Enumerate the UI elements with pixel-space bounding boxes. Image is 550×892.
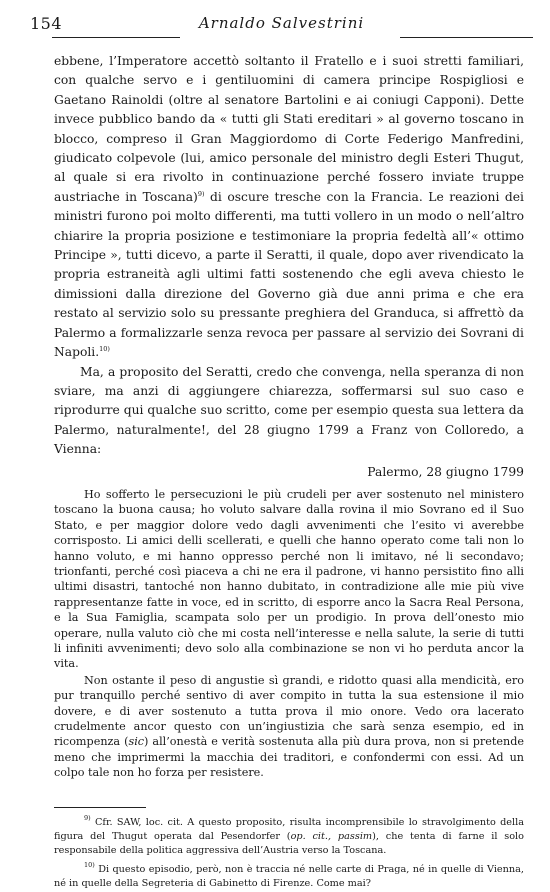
paragraph-text: di oscure tresche con la Francia. Le reazioni dei ministri furono poi molto differenti, ma tutti vollero in un modo o nell’altro chiarire la propria posizione e testimoniare la propria fedeltà all’« ottimo Principe », tutti dicevo, a parte il Seratti, il quale, dopo aver rivendicato la propria estraneità agli ultimi fatti sostenendo che egli aveva chiesto le dimissioni dalla direzione del Governo già due anni prima e che era restato al servizio solo su pressante preghiera del Granduca, si affrettò da Palermo a formalizzarle senza revoca per passare al servizio dei Sovrani di Napoli. [54, 189, 524, 360]
sic-note: sic [128, 735, 145, 749]
footnote-text: Cfr. SAW, loc. cit. A questo proposito, risulta incomprensibile lo stravolgimento della figura del Thugut operata dal Pesendorfer ( [54, 816, 524, 843]
text-block [54, 52, 524, 892]
footnote-rule [54, 807, 146, 808]
paragraph-text: ebbene, l’Imperatore accettò soltanto il Fratello e i suoi stretti familiari, con qualche servo e i gentiluomini di camera principe Rospigliosi e Gaetano Rainoldi (oltre al senatore Bartolini e ai coniugi Capponi). Dette invece pubblico bando da « tutti gli Stati ereditari » al governo toscano in blocco, compreso il Gran Maggiordomo di Corte Federigo Manfredini, giudicato colpevole (lui, amico personale del ministro degli Esteri Thugut, al quale si era rivolto in continuazione perché fossero inviate truppe austriache in Toscana) [54, 54, 524, 204]
page-number: 154 [30, 14, 63, 33]
footnote-number: 9) [84, 813, 91, 822]
letter-dateline: Palermo, 28 giugno 1799 [367, 464, 524, 479]
footnote-ref-10: 10) [99, 345, 110, 354]
running-header [30, 10, 533, 38]
footnote-9 [54, 813, 524, 859]
letter-paragraph-2 [54, 673, 524, 781]
footnote-10 [54, 860, 524, 892]
footnote-number: 10) [84, 860, 95, 869]
header-rule-left [52, 37, 180, 38]
letter-paragraph-1: Ho sofferto le persecuzioni le più crudeli per aver sostenuto nel ministero toscano la buona causa; ho voluto salvare dalla rovina il mio Sovrano ed il Suo Stato, e per maggior dolore vedo dagli avvenimenti che l’esito vi averebbe corrisposto. Li amici delli scellerati, e quelli che hanno operato come tali non lo hanno voluto, e mi hanno oppresso perché non li imitavo, né li secondavo; trionfanti, perché così piaceva a chi ne era il padrone, vi hanno persistito fino alli ultimi disastri, tantoché non hanno dubitato, in contradizione alle mie più vive rappresentanze fatte in voce, ed in scritto, di esporre anco la Sacra Real Persona, e la Sua Famiglia, scampata solo per un prodigio. In prova dell’onesto mio operare, nulla valuto ciò che mi costa nell’interesse e nella salute, la serie di tutti li infiniti avvenimenti; devo solo alla combinazione se non vi ho perduta ancor la vita. [54, 487, 524, 671]
paragraph-1 [54, 52, 524, 363]
letter-text: Non ostante il peso di angustie sì grandi, e ridotto quasi alla mendicità, ero pur tranquillo perché sentivo di aver compito in tutta la sua estensione il mio dovere, e di aver sostenuto a tutta prova il mio onore. Vedo ora lacerato crudelmente ancor questo con un’ingiustizia che sarà senza esempio, ed in ricompenza ( [54, 673, 524, 749]
footnote-text: Di questo episodio, però, non è traccia né nelle carte di Praga, né in quelle di Vienna, né in quelle della Segreteria di Gabinetto di Firenze. Come mai? [54, 863, 524, 890]
footnote-text: ), che tenta di farne il solo responsabile della politica aggressiva dell’Austria verso la Toscana. [54, 831, 524, 857]
footnotes [54, 813, 524, 892]
quoted-letter [54, 487, 524, 781]
header-rule-right [400, 37, 533, 38]
footnote-citation: op. cit., passim [290, 831, 373, 843]
letter-text: ) all’onestà e verità sostenuta alla più dura prova, non si pretende meno che imprimermi la macchia dei traditori, e confondermi con essi. Ad un colpo tale non ho forza per resistere. [54, 735, 525, 780]
running-title: Arnaldo Salvestrini [198, 14, 365, 32]
paragraph-2: Ma, a proposito del Seratti, credo che convenga, nella speranza di non sviare, ma anzi di aggiungere chiarezza, soffermarsi sul suo caso e riprodurre qui qualche suo scritto, come per esempio questa sua lettera da Palermo, naturalmente!, del 28 giugno 1799 a Franz von Colloredo, a Vienna: [54, 364, 524, 457]
footnote-ref-9: 9) [197, 189, 205, 198]
